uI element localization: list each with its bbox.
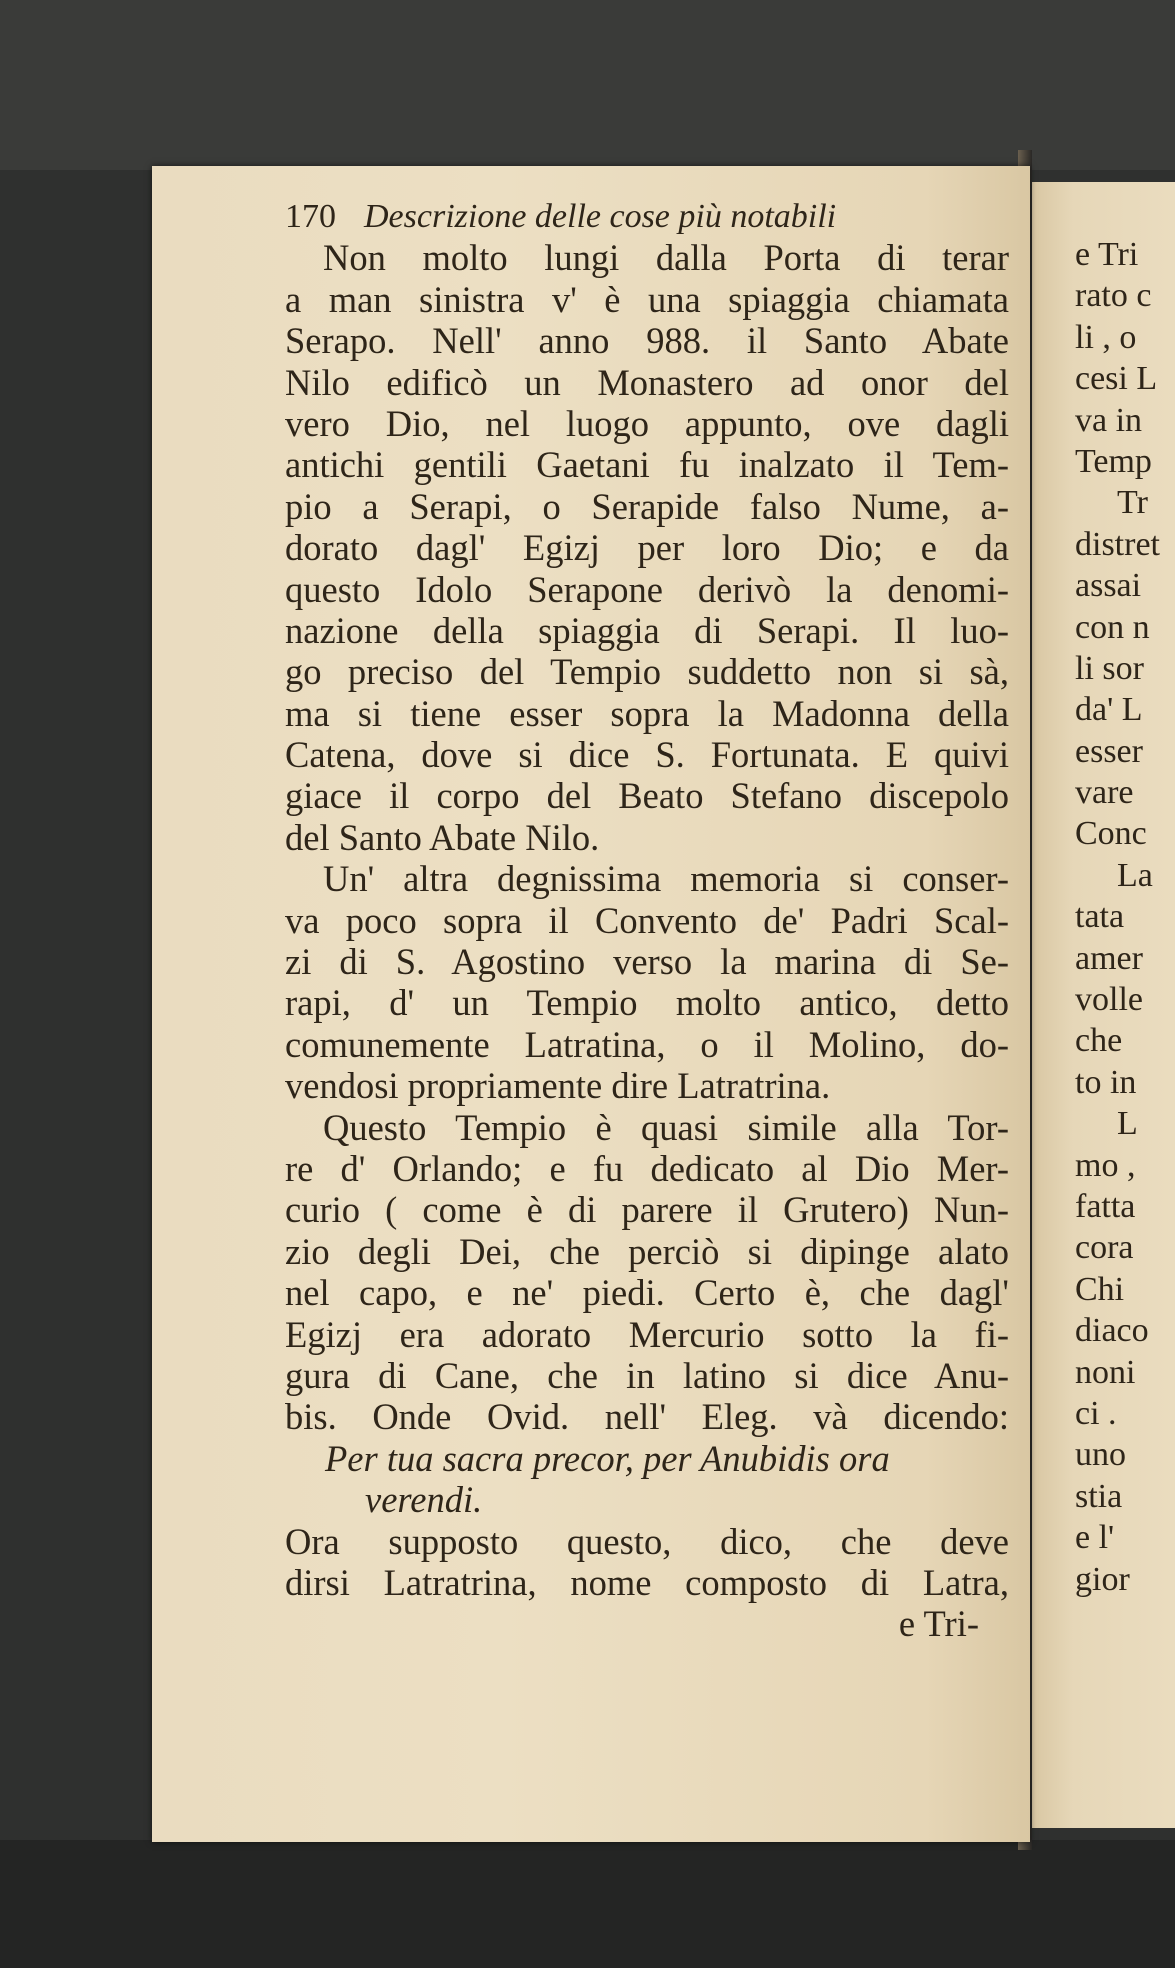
facing-page-line: noni [1075,1353,1136,1391]
text-line: curio ( come è di parere il Grutero) Nun- [285,1189,1009,1231]
text-line: va poco sopra il Convento de' Padri Scal- [285,899,1009,941]
text-line: bis. Onde Ovid. nell' Eleg. và dicendo: [285,1396,1009,1438]
text-line: del Santo Abate Nilo. [285,816,600,858]
facing-page-line: con n [1075,608,1150,646]
facing-page-line: va in [1075,401,1143,439]
page-number: 170 [285,198,336,235]
facing-page-line: diaco [1075,1312,1149,1350]
facing-page-line: La [1117,856,1153,894]
facing-page-line: Tr [1117,484,1148,522]
page-text-block [285,196,1009,1645]
text-line: vero Dio, nel luogo appunto, ove dagli [285,402,1009,444]
text-line: comunemente Latratina, o il Molino, do- [285,1023,1009,1065]
facing-page-line: cesi L [1075,360,1158,398]
text-line: giace il corpo del Beato Stefano discepolo [285,775,1009,817]
book-page [152,166,1030,1842]
text-line: Nilo edificò un Monastero ad onor del [285,361,1009,403]
facing-page-line: rato c [1075,277,1152,315]
text-line: dirsi Latratrina, nome composto di Latra, [285,1561,1009,1603]
facing-page-line: che [1075,1022,1123,1060]
facing-page-line: amer [1075,939,1143,977]
text-line: Questo Tempio è quasi simile alla Tor- [323,1106,1009,1148]
facing-page-line: Chi [1075,1270,1125,1308]
text-line: pio a Serapi, o Serapide falso Nume, a- [285,485,1009,527]
text-line: antichi gentili Gaetani fu inalzato il Tem- [285,444,1009,486]
facing-page-line: li sor [1075,649,1144,687]
text-line: zi di S. Agostino verso la marina di Se- [285,941,1009,983]
running-head [285,196,1009,237]
text-line: Per tua sacra precor, per Anubidis ora [325,1437,890,1479]
text-line: zio degli Dei, che perciò si dipinge alato [285,1230,1009,1272]
text-line: re d' Orlando; e fu dedicato al Dio Mer- [285,1147,1009,1189]
background-bottom [0,1840,1175,1968]
text-line: verendi. [365,1479,483,1521]
text-line: a man sinistra v' è una spiaggia chiamata [285,278,1009,320]
background-top [0,0,1175,170]
body-text [285,237,1009,1644]
facing-page-line: mo , [1075,1146,1136,1184]
facing-page-line: uno [1075,1436,1126,1474]
facing-page-line: e l' [1075,1519,1115,1557]
facing-page-line: Conc [1075,815,1147,853]
facing-page-line: to in [1075,1063,1137,1101]
text-line: nazione della spiaggia di Serapi. Il luo- [285,609,1009,651]
text-line: Serapo. Nell' anno 988. il Santo Abate [285,320,1009,362]
facing-page [1030,182,1175,1828]
text-line: Un' altra degnissima memoria si conser- [323,858,1009,900]
facing-page-line: da' L [1075,691,1143,729]
text-line: dorato dagl' Egizj per loro Dio; e da [285,527,1009,569]
facing-page-line: L [1117,1105,1138,1143]
text-line: questo Idolo Serapone derivò la denomi- [285,568,1009,610]
text-line: Non molto lungi dalla Porta di terar [323,237,1009,279]
facing-page-line: gior [1075,1560,1130,1598]
text-line: rapi, d' un Tempio molto antico, detto [285,982,1009,1024]
facing-page-line: vare [1075,774,1134,812]
facing-page-line: stia [1075,1477,1123,1515]
facing-page-line: distret [1075,525,1160,563]
facing-page-line: assai [1075,567,1142,605]
text-line: vendosi propriamente dire Latratrina. [285,1065,831,1107]
facing-page-line: e Tri [1075,236,1139,273]
facing-page-text [1075,234,1175,1600]
facing-page-line: volle [1075,981,1143,1019]
text-line: Egizj era adorato Mercurio sotto la fi- [285,1313,1009,1355]
text-line: Catena, dove si dice S. Fortunata. E quivi [285,734,1009,776]
text-line: ma si tiene esser sopra la Madonna della [285,692,1009,734]
running-title: Descrizione delle cose più notabili [364,198,837,235]
text-line: nel capo, e ne' piedi. Certo è, che dagl' [285,1272,1009,1314]
facing-page-line: tata [1075,898,1125,936]
text-line: Ora supposto questo, dico, che deve [285,1520,1009,1562]
text-line: go preciso del Tempio suddetto non si sà, [285,651,1009,693]
text-line: gura di Cane, che in latino si dice Anu- [285,1354,1009,1396]
facing-page-line: li , o [1075,318,1137,356]
facing-page-line: Temp [1075,442,1152,480]
facing-page-line: ci . [1075,1394,1117,1432]
facing-page-line: fatta [1075,1187,1136,1225]
facing-page-line: cora [1075,1229,1134,1267]
facing-page-line: esser [1075,732,1143,770]
text-line: e Tri- [898,1603,979,1645]
